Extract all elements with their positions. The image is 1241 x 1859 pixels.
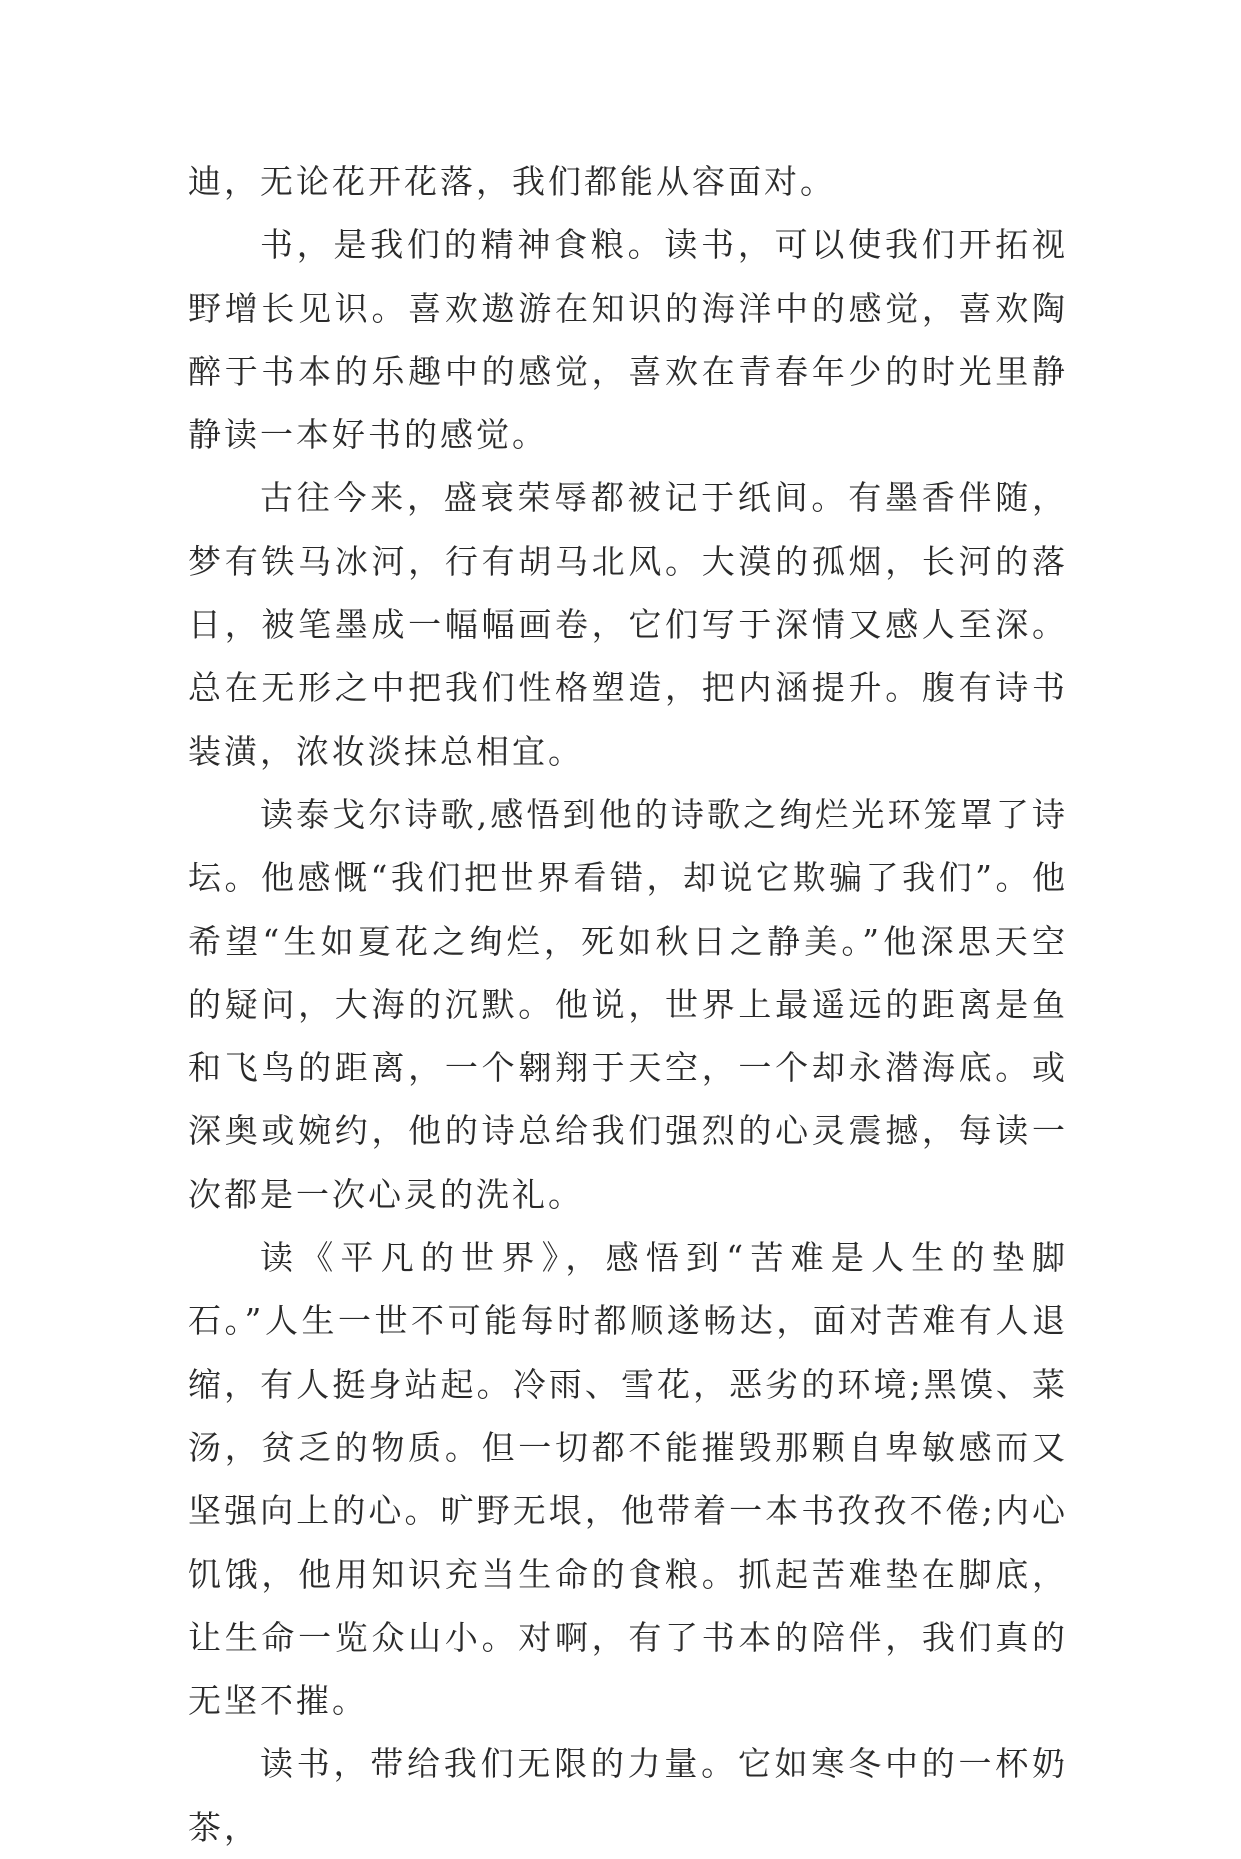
paragraph-2: 书，是我们的精神食粮。读书，可以使我们开拓视野增长见识。喜欢遨游在知识的海洋中的感觉，喜欢陶醉于书本的乐趣中的感觉，喜欢在青春年少的时光里静静读一本好书的感觉。	[188, 225, 1068, 455]
essay-body	[188, 150, 1068, 1859]
paragraph-4: 读泰戈尔诗歌,感悟到他的诗歌之绚烂光环笼罩了诗坛。他感慨“我们把世界看错，却说它欺骗了我们”。他希望“生如夏花之绚烂，死如秋日之静美。”他深思天空的疑问，大海的沉默。他说，世界上最遥远的距离是鱼和飞鸟的距离，一个翱翔于天空，一个却永潜海底。或深奥或婉约，他的诗总给我们强烈的心灵震撼，每读一次都是一次心灵的洗礼。	[188, 794, 1068, 1214]
paragraph-5: 读《平凡的世界》，感悟到“苦难是人生的垫脚石。”人生一世不可能每时都顺遂畅达，面对苦难有人退缩，有人挺身站起。冷雨、雪花，恶劣的环境;黑馍、菜汤，贫乏的物质。但一切都不能摧毁那颗自卑敏感而又坚强向上的心。旷野无垠，他带着一本书孜孜不倦;内心饥饿，他用知识充当生命的食粮。抓起苦难垫在脚底，让生命一览众山小。对啊，有了书本的陪伴，我们真的无坚不摧。	[188, 1238, 1068, 1721]
paragraph-6: 读书，带给我们无限的力量。它如寒冬中的一杯奶茶，	[188, 1744, 1068, 1847]
paragraph-1: 迪，无论花开花落，我们都能从容面对。	[188, 162, 836, 201]
paragraph-3: 古往今来，盛衰荣辱都被记于纸间。有墨香伴随，梦有铁马冰河，行有胡马北风。大漠的孤烟，长河的落日，被笔墨成一幅幅画卷，它们写于深情又感人至深。总在无形之中把我们性格塑造，把内涵提升。腹有诗书装潢，浓妆淡抹总相宜。	[188, 478, 1068, 771]
